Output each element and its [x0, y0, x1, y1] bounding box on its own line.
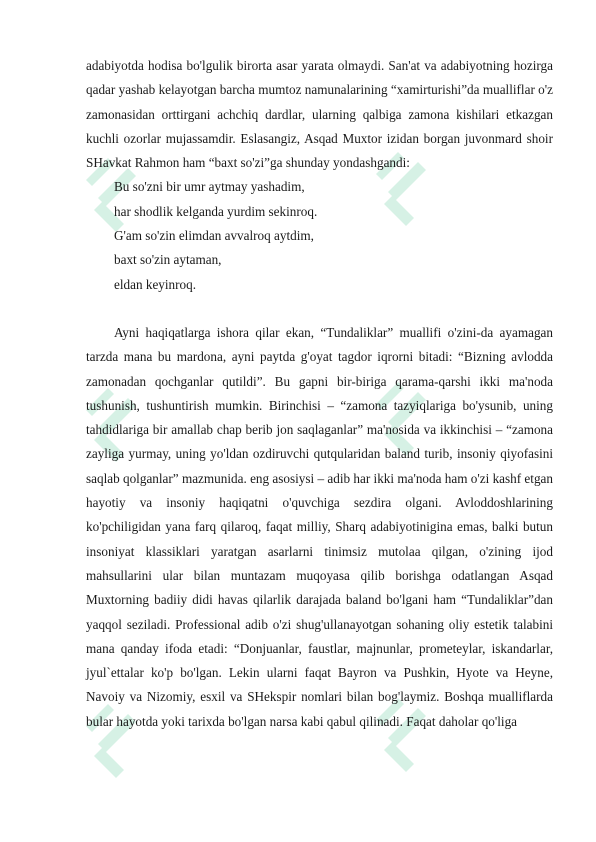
paragraph: adabiyotda hodisa bo'lgulik birorta asar yarata olmaydi. San'at va adabiyotning hozirga qadar yashab kelayotgan barcha mumtoz namunalarining “xamirturishi”da mualliflar o'z zamonasidan orttirgani achchiq dardlar, ularning qalbiga zamona kishilari etkazgan kuchli ozorlar mujassamdir. Eslasangiz, Asqad Muxtor izidan borgan juvonmard shoir SHavkat Rahmon ham “baxt so'zi”ga shunday yondashgandi: [86, 58, 553, 171]
document-body [86, 54, 553, 734]
poem-line: baxt so'zin aytaman, [114, 252, 222, 268]
paragraph: Ayni haqiqatlarga ishora qilar ekan, “Tundaliklar” muallifi o'zini-da ayamagan tarzda mana bu mardona, ayni paytda g'oyat tagdor iqrorni bitadi: “Bizning avlodda zamonadan qochganlar qutildi”. Bu gapni bir-biriga qarama-qarshi ikki ma'noda tushunish, tushuntirish mumkin. Birinchisi – “zamona tazyiqlariga bo'ysunib, uning tahdidlariga bir amallab chap berib jon saqlaganlar” ma'nosida va ikkinchisi – “zamona zayliga yurmay, uning yo'ldan ozdiruvchi qutqularidan baland turib, insoniy qiyofasini saqlab qolganlar” mazmunida. eng asosiysi – adib har ikki ma'noda ham o'zi kashf etgan hayotiy va insoniy haqiqatni o'quvchiga sezdira olgani. Avloddoshlarining ko'pchiligidan yana farq qilaroq, faqat milliy, Sharq adabiyotinigina emas, balki butun insoniyat klassiklari yaratgan asarlarni tinimsiz mutolaa qilgan, o'zining ijod mahsullarini ular bilan muntazam muqoyasa qilib borishga odatlangan Asqad Muxtorning badiiy didi havas qilarlik darajada baland bo'lgani ham “Tundaliklar”dan yaqqol seziladi. Professional adib o'zi shug'ullanayotgan sohaning oliy estetik talabini mana qanday ifoda etadi: “Donjuanlar, faustlar, majnunlar, prometeylar, iskandarlar, jyul`ettalar ko'p bo'lgan. Lekin ularni faqat Bayron va Pushkin, Hyote va Heyne, Navoiy va Nizomiy, esxil va SHekspir nomlari bilan bog'laymiz. Boshqa mualliflarda bular hayotda yoki tarixda bo'lgan narsa kabi qabul qilinadi. Faqat daholar qo'liga [86, 324, 553, 729]
poem-line: Bu so'zni bir umr aytmay yashadim, [114, 179, 305, 195]
paragraph-spacer [86, 297, 553, 321]
poem-line: G'am so'zin elimdan avvalroq aytdim, [114, 228, 314, 244]
poem-line: eldan keyinroq. [114, 276, 197, 292]
poem-quote [86, 175, 553, 296]
poem-line: har shodlik kelganda yurdim sekinroq. [114, 203, 318, 219]
